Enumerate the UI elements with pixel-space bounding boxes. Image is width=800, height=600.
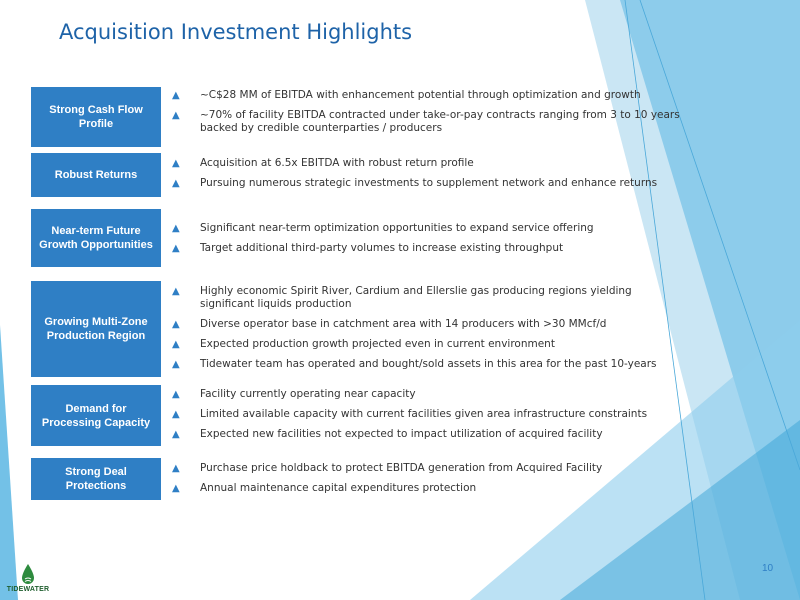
bullet-triangle-icon: ▲ — [172, 463, 180, 474]
bullet-triangle-icon: ▲ — [172, 90, 180, 101]
bullet-triangle-icon: ▲ — [172, 223, 180, 234]
bullet-text: ~C$28 MM of EBITDA with enhancement potential through optimization and growth — [200, 89, 641, 101]
bullet-text: Acquisition at 6.5x EBITDA with robust return profile — [200, 157, 474, 169]
bullet-item — [172, 242, 682, 255]
bullet-triangle-icon: ▲ — [172, 483, 180, 494]
bullet-item — [172, 462, 682, 475]
bullet-text: Diverse operator base in catchment area with 14 producers with >30 MMcf/d — [200, 318, 607, 330]
page-number: 10 — [762, 563, 774, 574]
section-label-growth-opportunities: Near-term Future Growth Opportunities — [31, 209, 161, 267]
section-label-deal-protections: Strong Deal Protections — [31, 458, 161, 500]
section-label-production-region: Growing Multi-Zone Production Region — [31, 281, 161, 377]
bullet-text: Highly economic Spirit River, Cardium and Ellerslie gas producing regions yielding significant liquids production — [200, 285, 632, 310]
bullet-item — [172, 285, 682, 311]
bullet-item — [172, 318, 682, 331]
slide-title: Acquisition Investment Highlights — [59, 20, 413, 44]
bullet-triangle-icon: ▲ — [172, 319, 180, 330]
bullet-text: Purchase price holdback to protect EBITDA generation from Acquired Facility — [200, 462, 603, 474]
bullet-triangle-icon: ▲ — [172, 339, 180, 350]
bullet-text: Pursuing numerous strategic investments to supplement network and enhance returns — [200, 177, 658, 189]
bullet-triangle-icon: ▲ — [172, 178, 180, 189]
bullet-text: Annual maintenance capital expenditures protection — [200, 482, 477, 494]
bullet-text: Limited available capacity with current facilities given area infrastructure constraints — [200, 408, 648, 420]
bullet-item — [172, 408, 682, 421]
company-logo — [4, 564, 52, 598]
bullet-item — [172, 428, 682, 441]
water-drop-icon — [21, 564, 35, 586]
section-label-cash-flow: Strong Cash Flow Profile — [31, 87, 161, 147]
bullet-item — [172, 89, 682, 102]
logo-text: TIDEWATER — [6, 586, 50, 593]
bullet-triangle-icon: ▲ — [172, 359, 180, 370]
bullet-text: Tidewater team has operated and bought/sold assets in this area for the past 10-years — [200, 358, 657, 370]
bullet-triangle-icon: ▲ — [172, 158, 180, 169]
bullet-text: Facility currently operating near capacity — [200, 388, 416, 400]
bullet-item — [172, 482, 682, 495]
bullet-item — [172, 157, 682, 170]
bullet-item — [172, 388, 682, 401]
bullet-text: Expected production growth projected even in current environment — [200, 338, 555, 350]
bullet-triangle-icon: ▲ — [172, 286, 180, 297]
bullet-item — [172, 338, 682, 351]
bullet-item — [172, 358, 682, 371]
bullet-text: Significant near-term optimization opportunities to expand service offering — [200, 222, 594, 234]
bullet-item — [172, 109, 682, 135]
bullet-triangle-icon: ▲ — [172, 110, 180, 121]
bullet-text: Target additional third-party volumes to increase existing throughput — [200, 242, 564, 254]
bullet-triangle-icon: ▲ — [172, 243, 180, 254]
bullet-triangle-icon: ▲ — [172, 409, 180, 420]
bullet-item — [172, 222, 682, 235]
section-label-robust-returns: Robust Returns — [31, 153, 161, 197]
bullet-text: ~70% of facility EBITDA contracted under take-or-pay contracts ranging from 3 to 10 years backed by credible counterparties / producers — [200, 109, 680, 134]
bullet-triangle-icon: ▲ — [172, 389, 180, 400]
deco-shape-left — [0, 325, 18, 600]
section-label-processing-capacity: Demand for Processing Capacity — [31, 385, 161, 446]
bullet-text: Expected new facilities not expected to impact utilization of acquired facility — [200, 428, 603, 440]
bullet-item — [172, 177, 682, 190]
bullet-triangle-icon: ▲ — [172, 429, 180, 440]
